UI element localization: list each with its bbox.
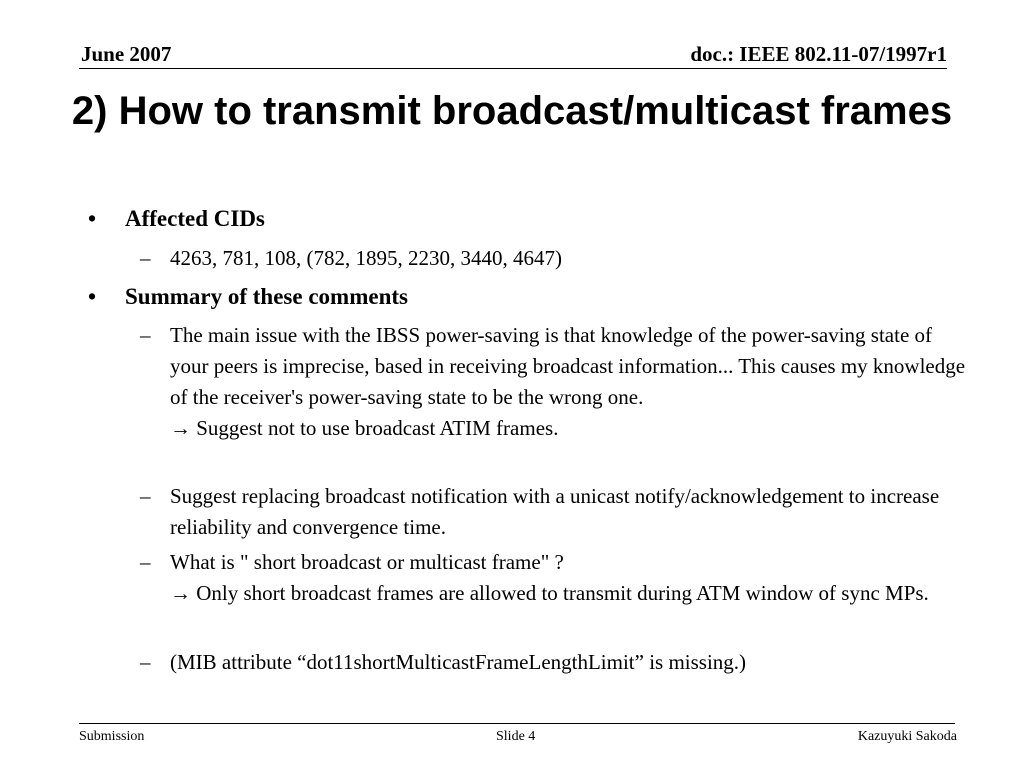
dash-icon: –	[140, 323, 151, 347]
footer-submission: Submission	[79, 729, 145, 744]
sub-item-mib-attribute	[140, 647, 970, 678]
dash-icon: –	[140, 246, 151, 270]
header-date: June 2007	[81, 42, 172, 66]
bullet-icon: •	[88, 206, 97, 231]
arrow-right-icon: →	[170, 581, 191, 605]
footer-rule	[79, 723, 955, 724]
sub-item-text: The main issue with the IBSS power-saving is that knowledge of the power-saving state of your peers is imprecise, based in receiving broadcast information... This causes my knowledge of the receiver's power-saving state to be the wrong one.	[170, 323, 966, 409]
sub-item-short-broadcast	[140, 547, 970, 609]
header-rule	[79, 68, 947, 69]
dash-icon: –	[140, 550, 151, 574]
sub-item-text: 4263, 781, 108, (782, 1895, 2230, 3440, 4647)	[170, 246, 562, 270]
sub-item-text: What is " short broadcast or multicast frame" ?	[170, 550, 564, 574]
sub-item-ibss-issue	[140, 320, 970, 444]
footer-author: Kazuyuki Sakoda	[857, 729, 957, 744]
bullet-heading: Summary of these comments	[125, 284, 408, 309]
bullet-heading: Affected CIDs	[125, 206, 265, 231]
sub-item-text: (MIB attribute “dot11shortMulticastFrameLengthLimit” is missing.)	[170, 650, 747, 674]
sub-item-text: Suggest replacing broadcast notification with a unicast notify/acknowledgement to increase reliability and convergence time.	[170, 484, 940, 539]
arrow-text: Only short broadcast frames are allowed to transmit during ATM window of sync MPs.	[196, 581, 929, 605]
header-doc-id: doc.: IEEE 802.11-07/1997r1	[690, 42, 947, 66]
dash-icon: –	[140, 650, 151, 674]
arrow-text: Suggest not to use broadcast ATIM frames.	[196, 416, 559, 440]
sub-item-cid-list	[140, 243, 970, 274]
slide-title: 2) How to transmit broadcast/multicast frames	[71, 89, 953, 133]
sub-item-unicast	[140, 481, 970, 543]
bullet-icon: •	[88, 284, 97, 309]
dash-icon: –	[140, 484, 151, 508]
arrow-right-icon: →	[170, 416, 191, 440]
footer-slide-number: Slide 4	[496, 729, 536, 744]
